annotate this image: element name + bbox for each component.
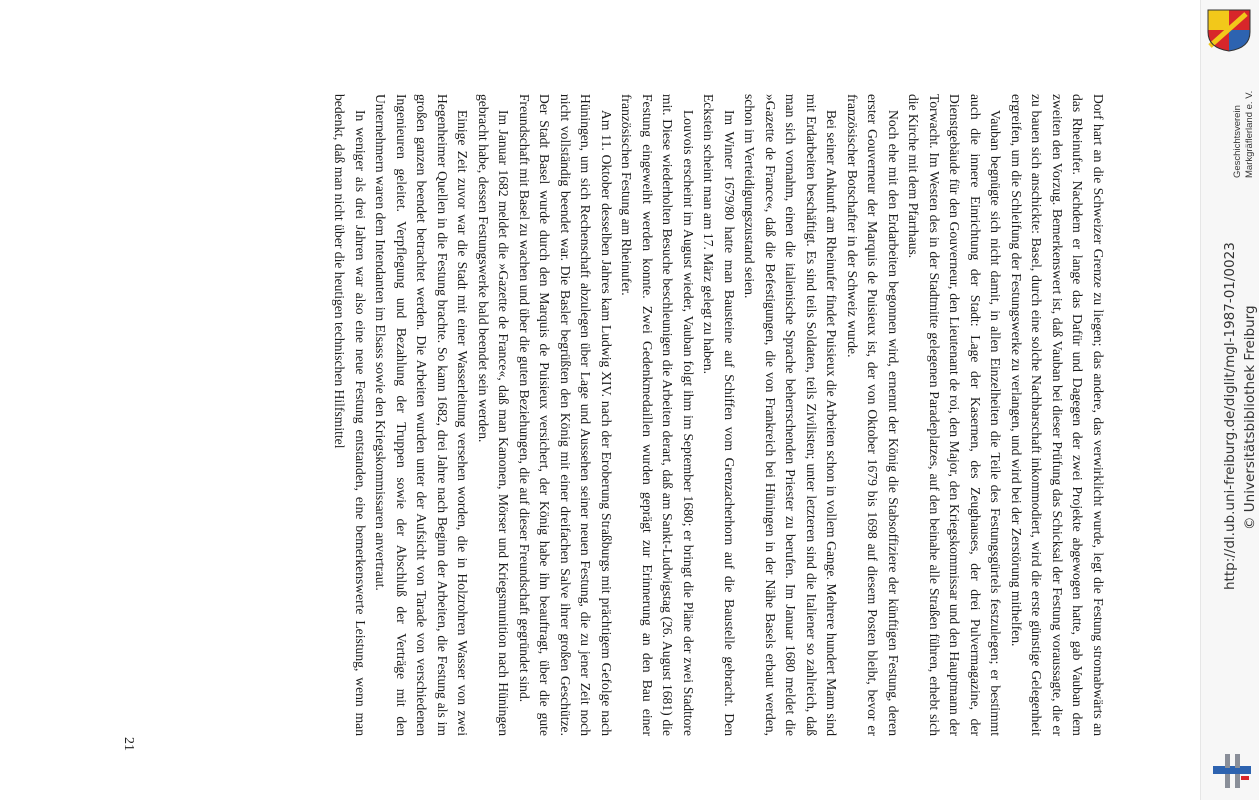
university-library-logo-icon <box>1211 750 1253 790</box>
paragraph: Im Winter 1679/80 hatte man Bausteine auf Schiffen vom Grenzacherhorn auf die Baustelle gebracht. Den Eckstein scheint man am 17. März gelegt zu haben. <box>701 94 737 736</box>
society-crest-icon <box>1206 8 1252 52</box>
paragraph: Noch ehe mit den Erdarbeiten begonnen wird, ernennt der König die Stabsoffiziere der künftigen Festung, deren erster Gouverneur der Marquis de Puisieux ist, der von Oktober 1679 bis 1698 auf diesem Posten bleibt, bevor er französischer Botschafter in der Schweiz wurde. <box>845 94 901 736</box>
society-name-line1: Geschichtsverein <box>1232 105 1243 178</box>
paragraph: Im Januar 1682 meldet die »Gazette de France«, daß man Kanonen, Mörser und Kriegsmunition nach Hüningen gebracht habe, dessen Festungswerke bald beendet sein werden. <box>476 94 512 736</box>
paragraph: Einige Zeit zuvor war die Stadt mit einer Wasserleitung versehen worden, die in Holzrohren Wasser von zwei Hegenheimer Quellen in die Festung brachte. So kann 1682, drei Jahre nach Beginn der Arbeiten, die Festung als im großen ganzen beendet betrachtet werden. Die Arbeiten wurden unter der Aufsicht von Tarade von verschiedenen Ingenieuren geleitet. Verpflegung und Bezahlung der Truppen sowie der Abschluß der Verträge mit den Unternehmern waren dem Intendanten im Elsass sowie den Kriegskommissaren anvertraut. <box>373 94 471 736</box>
paragraph: In weniger als drei Jahren war also eine neue Festung entstanden, eine bemerkenswerte Leistung, wenn man bedenkt, daß man nicht über die heutigen technischen Hilfsmittel <box>332 94 368 736</box>
body-text <box>329 94 1108 736</box>
paragraph: Am 11. Oktober desselben Jahres kam Ludwig XIV. nach der Eroberung Straßburgs mit prächtigem Gefolge nach Hüningen, um sich Rechenschaft abzulegen über Lage und Aussehen seiner neuen Festung, die zu jener Zeit noch nicht vollständig beendet war. Die Basler begrüßten den König mit einer dreifachen Salve ihrer großen Geschütze. Der Stadt Basel wurde durch den Marquis de Puisieux versichert, der König habe ihn beauftragt, über die gute Freundschaft mit Basel zu wachen und über die guten Beziehungen, die auf dieser Freundschaft gegründet sind. <box>517 94 614 736</box>
page-number: 21 <box>121 737 136 751</box>
document-url-link[interactable]: http://dl.ub.uni-freiburg.de/diglit/mgl-1987-01/0023 <box>1222 242 1238 590</box>
copyright-notice: © Universitätsbibliothek Freiburg <box>1242 305 1258 530</box>
paragraph: Vauban begnügte sich nicht damit, in allen Einzelheiten die Teile des Festungsgürtels festzulegen; er bestimmt auch die innere Einrichtung der Stadt: Lage der Kasernen, des Zeughauses, der drei Pulvermagazine, der Dienstgebäude für den Gouverneur, den Lieutenant de roi, den Major, den Kriegskommissar und den Hauptmann der Torwacht. Im Westen des in der Stadtmitte gelegenen Paradeplatzes, auf den beinahe alle Straßen führen, erhebt sich die Kirche mit dem Pfarrhaus. <box>906 94 1004 736</box>
paragraph: Louvois erscheint im August wieder, Vauban folgt ihm im September 1680; er bringt die Pläne der zwei Stadttore mit. Diese wiederholten Besuche beschleunigen die Arbeiten derart, daß am Sankt-Ludwigstag (26. August 1681) die Festung eingeweiht werden konnte. Zwei Gedenkmedaillen wurden geprägt zur Erinnerung an den Bau einer französischen Festung am Rheinufer. <box>619 94 696 736</box>
paragraph: Dorf hart an die Schweizer Grenze zu liegen; das andere, das verwirklicht wurde, legt die Festung stromabwärts an das Rheinufer. Nachdem er lange das Dafür und Dagegen der zwei Projekte abgewogen hatte, gab Vauban dem zweiten den Vorzug. Bemerkenswert ist, daß Vauban bei dieser Prüfung das Schicksal der Festung voraussagte, die er zu bauen sich anschickte: Basel, durch eine solche Nachbarschaft inkommodiert, wird die erste günstige Gelegenheit ergreifen, um die Schleifung der Festungswerke zu verlangen, und wird bei der Zerstörung mithelfen. <box>1009 94 1106 736</box>
society-name-line2: Markgräflerland e. V. <box>1244 90 1255 178</box>
paragraph: Bei seiner Ankunft am Rheinufer findet Puisieux die Arbeiten schon in vollem Gange. Mehrere hundert Mann sind mit Erdarbeiten beschäftigt. Es sind teils Soldaten, teils Zivilisten; unter letzteren sind die Italiener so zahlreich, daß man sich vornahm, einen die italienische Sprache beherrschenden Priester zu berufen. Im Januar 1680 meldet die »Gazette de France«, daß die Befestigungen, die von Frankreich bei Hüningen in der Nähe Basels erbaut werden, schon im Verteidigungszustand seien. <box>742 94 840 736</box>
